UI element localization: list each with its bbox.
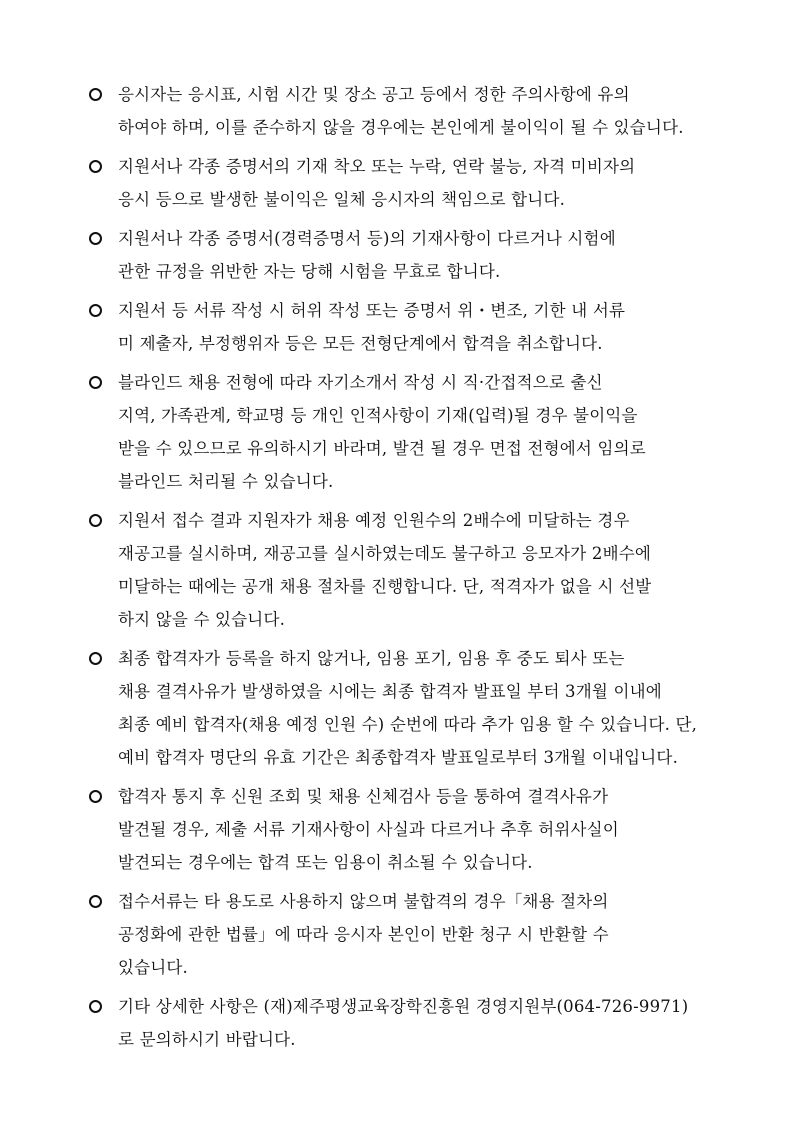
bullet (88, 78, 118, 111)
notice-item (88, 78, 728, 144)
circle-bullet-icon (89, 1000, 102, 1013)
notice-text (118, 780, 728, 879)
notice-text (118, 150, 728, 216)
notice-item (88, 780, 728, 879)
notice-text (118, 990, 728, 1056)
notice-item (88, 150, 728, 216)
notice-item (88, 885, 728, 984)
notice-line: 있습니다. (118, 958, 189, 977)
bullet (88, 642, 118, 675)
notice-item (88, 642, 728, 774)
notice-line: 최종 합격자가 등록을 하지 않거나, 임용 포기, 임용 후 중도 퇴사 또는 (118, 649, 625, 668)
circle-bullet-icon (89, 790, 102, 803)
notice-text (118, 294, 728, 360)
circle-bullet-icon (89, 304, 102, 317)
notice-text (118, 504, 728, 636)
notice-line: 채용 결격사유가 발생하였을 시에는 최종 합격자 발표일 부터 3개월 이내에 (118, 682, 662, 701)
notice-line: 관한 규정을 위반한 자는 당해 시험을 무효로 합니다. (118, 262, 501, 281)
notice-line: 예비 합격자 명단의 유효 기간은 최종합격자 발표일로부터 3개월 이내입니다. (118, 748, 679, 767)
notice-line: 미달하는 때에는 공개 채용 절차를 진행합니다. 단, 적격자가 없을 시 선발 (118, 577, 652, 596)
notice-line: 지역, 가족관계, 학교명 등 개인 인적사항이 기재(입력)될 경우 불이익을 (118, 406, 638, 425)
notice-line: 재공고를 실시하며, 재공고를 실시하였는데도 불구하고 응모자가 2배수에 (118, 544, 651, 563)
circle-bullet-icon (89, 160, 102, 173)
circle-bullet-icon (89, 652, 102, 665)
bullet (88, 885, 118, 918)
notice-text (118, 885, 728, 984)
bullet (88, 990, 118, 1023)
notice-text (118, 78, 728, 144)
notice-line: 미 제출자, 부정행위자 등은 모든 전형단계에서 합격을 취소합니다. (118, 334, 603, 353)
notice-line: 로 문의하시기 바랍니다. (118, 1030, 296, 1049)
notice-item (88, 294, 728, 360)
circle-bullet-icon (89, 232, 102, 245)
notice-text (118, 642, 728, 774)
notice-line: 공정화에 관한 법률」에 따라 응시자 본인이 반환 청구 시 반환할 수 (118, 925, 609, 944)
notice-line: 받을 수 있으므로 유의하시기 바라며, 발견 될 경우 면접 전형에서 임의로 (118, 439, 646, 458)
bullet (88, 222, 118, 255)
bullet (88, 780, 118, 813)
circle-bullet-icon (89, 376, 102, 389)
notice-text (118, 222, 728, 288)
notice-line: 블라인드 채용 전형에 따라 자기소개서 작성 시 직·간접적으로 출신 (118, 373, 603, 392)
circle-bullet-icon (89, 88, 102, 101)
notice-item (88, 366, 728, 498)
notice-line: 합격자 통지 후 신원 조회 및 채용 신체검사 등을 통하여 결격사유가 (118, 787, 609, 806)
notice-line: 최종 예비 합격자(채용 예정 인원 수) 순번에 따라 추가 임용 할 수 있습니다. 단, (118, 715, 698, 734)
notice-line: 발견되는 경우에는 합격 또는 임용이 취소될 수 있습니다. (118, 853, 533, 872)
notice-list (88, 78, 728, 1062)
notice-line: 기타 상세한 사항은 (재)제주평생교육장학진흥원 경영지원부(064-726-9971) (118, 997, 689, 1016)
notice-line: 지원서나 각종 증명서(경력증명서 등)의 기재사항이 다르거나 시험에 (118, 229, 616, 248)
notice-item (88, 990, 728, 1056)
notice-line: 지원서 등 서류 작성 시 허위 작성 또는 증명서 위・변조, 기한 내 서류 (118, 301, 626, 320)
notice-line: 블라인드 처리될 수 있습니다. (118, 472, 334, 491)
notice-line: 응시자는 응시표, 시험 시간 및 장소 공고 등에서 정한 주의사항에 유의 (118, 85, 630, 104)
circle-bullet-icon (89, 514, 102, 527)
bullet (88, 294, 118, 327)
notice-line: 하지 않을 수 있습니다. (118, 610, 286, 629)
notice-line: 응시 등으로 발생한 불이익은 일체 응시자의 책임으로 합니다. (118, 190, 566, 209)
notice-line: 하여야 하며, 이를 준수하지 않을 경우에는 본인에게 불이익이 될 수 있습니다. (118, 118, 684, 137)
notice-line: 지원서나 각종 증명서의 기재 착오 또는 누락, 연락 불능, 자격 미비자의 (118, 157, 636, 176)
bullet (88, 150, 118, 183)
notice-item (88, 222, 728, 288)
notice-item (88, 504, 728, 636)
notice-line: 발견될 경우, 제출 서류 기재사항이 사실과 다르거나 추후 허위사실이 (118, 820, 619, 839)
notice-text (118, 366, 728, 498)
circle-bullet-icon (89, 895, 102, 908)
notice-line: 지원서 접수 결과 지원자가 채용 예정 인원수의 2배수에 미달하는 경우 (118, 511, 630, 530)
bullet (88, 504, 118, 537)
bullet (88, 366, 118, 399)
notice-line: 접수서류는 타 용도로 사용하지 않으며 불합격의 경우「채용 절차의 (118, 892, 609, 911)
